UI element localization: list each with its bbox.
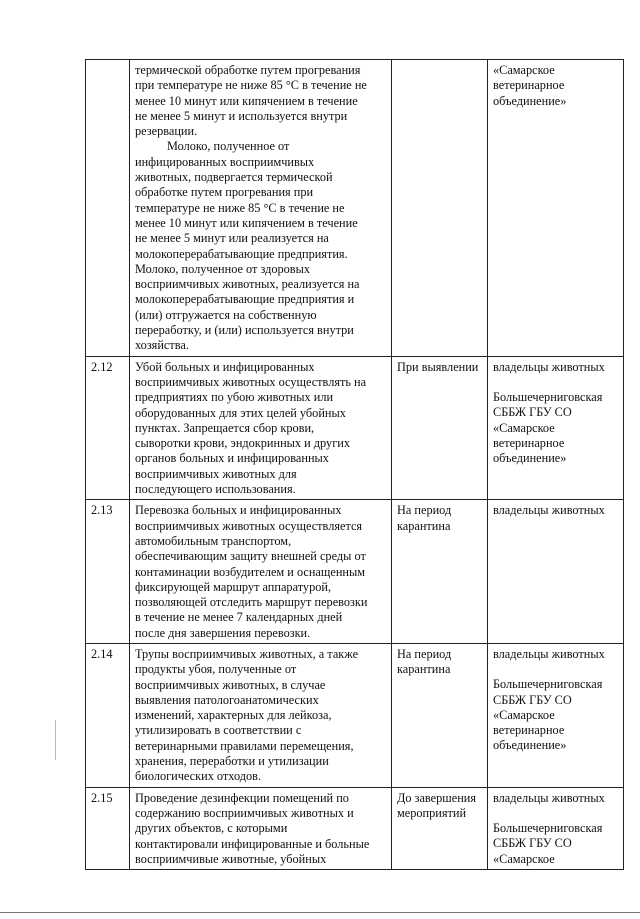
measure-text-line: восприимчивых животных, реализуется на <box>135 277 360 292</box>
measures-table <box>85 59 624 870</box>
responsible-cell <box>488 60 624 357</box>
measure-text-line: Проведение дезинфекции помещений по <box>135 790 349 805</box>
measure-text-line: других объектов, с которыми <box>135 821 288 836</box>
deadline-text: карантина <box>397 662 451 677</box>
measure-text-line: хранения, переработки и утилизации <box>135 754 329 769</box>
measure-text-line: последующего использования. <box>135 482 296 497</box>
measure-text-cell <box>130 356 392 500</box>
responsible-text: «Самарское <box>493 707 555 722</box>
measure-text-line: молокоперерабатывающие предприятия и <box>135 292 355 307</box>
responsible-text: «Самарское <box>493 63 555 77</box>
page-edge-line <box>0 912 640 913</box>
scan-mark <box>55 720 56 760</box>
deadline-cell <box>392 643 488 787</box>
measure-text-line: продукты убоя, полученные от <box>135 662 297 677</box>
measure-text-line: позволяющей отследить маршрут перевозки <box>135 595 368 610</box>
measure-text-line: биологических отходов. <box>135 769 262 784</box>
responsible-cell <box>488 500 624 644</box>
measure-text-line: после дня завершения перевозки. <box>135 625 311 640</box>
measure-text-line: хозяйства. <box>135 338 189 353</box>
measure-text-line: предприятиях по убою животных или <box>135 390 334 405</box>
responsible-text: объединение» <box>493 738 567 753</box>
measure-text-line: Убой больных и инфицированных <box>135 359 315 374</box>
measure-text-line: органов больных и инфицированных <box>135 451 329 466</box>
responsible-text: СББЖ ГБУ СО <box>493 405 572 420</box>
responsible-text <box>493 662 619 677</box>
measure-text-line: восприимчивые животные, убойных <box>135 851 327 866</box>
deadline-text: мероприятий <box>397 805 467 820</box>
measure-text-line: утилизировать в соответствии с <box>135 723 302 738</box>
measure-text-line: содержанию восприимчивых животных и <box>135 805 354 820</box>
measure-text-line: контаминации возбудителем и оснащенным <box>135 564 366 579</box>
measure-text-line: обработке путем прогревания при <box>135 185 314 200</box>
deadline-text: карантина <box>397 518 451 533</box>
measure-text-line: восприимчивых животных осуществляется <box>135 518 363 533</box>
responsible-text: СББЖ ГБУ СО <box>493 692 572 707</box>
row-number-cell <box>86 356 130 500</box>
responsible-text: Большечерниговская <box>493 389 603 404</box>
responsible-text <box>493 375 619 390</box>
measure-text-line: не менее 5 минут или реализуется на <box>135 231 329 246</box>
deadline-text: При выявлении <box>397 359 479 374</box>
measure-text-line: температуре не ниже 85 °С в течение не <box>135 200 345 215</box>
table-row <box>86 643 624 787</box>
measure-text-cell <box>130 643 392 787</box>
measure-text-line: при температуре не ниже 85 °С в течение не <box>135 78 367 93</box>
measure-text-line: в течение не менее 7 календарных дней <box>135 610 343 625</box>
responsible-text: ветеринарное <box>493 435 565 450</box>
measure-text-line: животных, подвергается термической <box>135 170 333 185</box>
row-number-cell <box>86 500 130 644</box>
table-row <box>86 500 624 644</box>
responsible-cell <box>488 787 624 869</box>
deadline-cell <box>392 500 488 644</box>
row-number: 2.15 <box>91 790 113 805</box>
measure-text-line: менее 10 минут или кипячением в течение <box>135 215 358 230</box>
responsible-text: Большечерниговская <box>493 820 603 835</box>
measure-text-line: Перевозка больных и инфицированных <box>135 503 342 518</box>
measure-text-line: Молоко, полученное от здоровых <box>135 261 311 276</box>
responsible-text: владельцы животных <box>493 359 605 374</box>
responsible-text: ветеринарное <box>493 78 565 93</box>
responsible-text: объединение» <box>493 93 567 108</box>
responsible-text: СББЖ ГБУ СО <box>493 836 572 851</box>
row-number: 2.13 <box>91 503 113 518</box>
measure-text-line: восприимчивых животных, в случае <box>135 677 326 692</box>
measure-text-line: ветеринарными правилами перемещения, <box>135 738 354 753</box>
measure-text-line: переработку, и (или) используется внутри <box>135 323 354 338</box>
measure-text-line: оборудованных для этих целей убойных <box>135 405 346 420</box>
responsible-text: объединение» <box>493 451 567 466</box>
row-number-cell <box>86 787 130 869</box>
measure-text-line: пунктах. Запрещается сбор крови, <box>135 420 315 435</box>
measure-text-cell <box>130 60 392 357</box>
table-row <box>86 356 624 500</box>
responsible-text <box>493 806 619 821</box>
row-number-cell <box>86 643 130 787</box>
measure-text-line: не менее 5 минут и используется внутри <box>135 108 348 123</box>
responsible-text: владельцы животных <box>493 503 605 518</box>
responsible-cell <box>488 643 624 787</box>
deadline-text: На период <box>397 503 452 518</box>
deadline-text: До завершения <box>397 790 477 805</box>
responsible-text: владельцы животных <box>493 646 605 661</box>
deadline-text: На период <box>397 646 452 661</box>
measure-text-line: фиксирующей маршрут аппаратурой, <box>135 579 332 594</box>
measure-text-line: контактировали инфицированные и больные <box>135 836 370 851</box>
deadline-cell <box>392 356 488 500</box>
responsible-text: «Самарское <box>493 851 555 866</box>
measure-text-line: молокоперерабатывающие предприятия. <box>135 246 348 261</box>
measure-text-line: (или) отгружается на собственную <box>135 307 317 322</box>
measure-text-line: выявления патологоанатомических <box>135 692 319 707</box>
row-number: 2.14 <box>91 646 113 661</box>
measure-text-line: обеспечивающим защиту внешней среды от <box>135 549 366 564</box>
measure-text-line: термической обработке путем прогревания <box>135 63 361 77</box>
measure-text-cell <box>130 500 392 644</box>
row-number: 2.12 <box>91 359 113 374</box>
responsible-text: Большечерниговская <box>493 677 603 692</box>
row-number-cell <box>86 60 130 357</box>
table-row <box>86 787 624 869</box>
measure-text-line: Молоко, полученное от <box>167 139 290 154</box>
responsible-text: владельцы животных <box>493 790 605 805</box>
measure-text-line: восприимчивых животных для <box>135 466 297 481</box>
table-row <box>86 60 624 357</box>
responsible-text: ветеринарное <box>493 723 565 738</box>
deadline-cell <box>392 787 488 869</box>
measure-text-line: менее 10 минут или кипячением в течение <box>135 93 358 108</box>
measure-text-line: автомобильным транспортом, <box>135 533 292 548</box>
measure-text-line: восприимчивых животных осуществлять на <box>135 374 367 389</box>
responsible-cell <box>488 356 624 500</box>
measure-text-line: изменений, характерных для лейкоза, <box>135 708 332 723</box>
measure-text-line: инфицированных восприимчивых <box>135 154 315 169</box>
measure-text-cell <box>130 787 392 869</box>
measure-text-line: резервации. <box>135 124 198 139</box>
deadline-cell <box>392 60 488 357</box>
measure-text-line: сыворотки крови, эндокринных и других <box>135 436 350 451</box>
measure-text-line: Трупы восприимчивых животных, а также <box>135 646 359 661</box>
responsible-text: «Самарское <box>493 420 555 435</box>
